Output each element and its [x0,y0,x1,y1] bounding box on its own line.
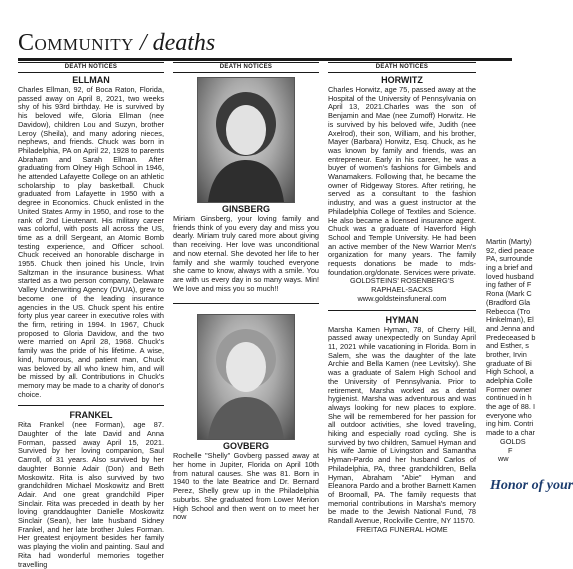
edge-line: ing father of F [486,280,532,290]
funeral-home-line: RAPHAEL-SACKS [371,285,433,295]
edge-line: PA, surrounde [486,254,533,264]
portrait-photo-govberg [197,314,295,440]
notice-name-frankel: FRANKEL [69,410,113,421]
notice-name-ellman: ELLMAN [72,75,110,85]
edge-closing: F [508,445,513,455]
column-1 [18,62,164,569]
title-slash: / [139,30,147,56]
edge-line: and Esther, s [486,341,529,351]
edge-closing: ww [498,454,509,464]
notice-divider [18,405,164,406]
edge-line: Hinkelman), El [486,315,534,325]
edge-line: Predeceased b [486,332,536,342]
column-tag: DEATH NOTICES [173,62,319,73]
edge-line: High School, a [486,367,534,377]
edge-line: Rona (Mark C [486,289,532,299]
funeral-home-hyman [328,526,476,535]
funeral-home-line: GOLDSTEINS' ROSENBERG'S [349,276,454,286]
notice-name-govberg: GOVBERG [222,441,269,452]
edge-line: the age of 88. I [486,402,535,412]
edge-line: everyone who [486,410,532,420]
edge-line: Rebecca (Tro [486,306,531,316]
funeral-home-line: FREITAG FUNERAL HOME [356,524,448,534]
edge-line: graduate of Bi [486,358,532,368]
notice-name-ginsberg: GINSBERG [221,204,270,214]
edge-line: adelphia Colle [486,376,533,385]
section-name: Community [18,30,134,56]
edge-line: continued in h [486,393,532,403]
edge-line: made to a char [486,428,535,438]
funeral-home-horwitz [328,277,476,303]
ad-headline: Honor of your [490,478,573,493]
edge-line: ing a brief and [486,263,533,273]
portrait-silhouette [198,78,294,202]
edge-closing: GOLDS [500,436,526,446]
notice-name-hyman: HYMAN [385,314,419,325]
edge-line: ing him. Contri [486,419,534,429]
edge-line: Martin (Marty) [486,237,532,246]
section-title [18,30,215,56]
column-tag: DEATH NOTICES [328,62,476,73]
edge-line: (Bradford Gla [486,297,531,307]
notice-divider [173,303,319,304]
column-4-clipped [486,238,546,464]
notice-text-govberg: Rochelle "Shelly" Govberg passed away at her home in Jupiter, Florida on April 10th from natural causes. She was 81. Born in 1940 to the late Beatrice and Dr. Bernard Perez, Shelly grew up in the Philadelphia suburbs. She graduated from Lower Merion High School and then went on to meet her now [173,451,319,522]
edge-line: loved husband [486,271,534,281]
portrait-photo-ginsberg [197,77,295,203]
funeral-home-url: www.goldsteinsfuneral.com [357,293,447,303]
edge-line: brother, Irvin [486,349,527,359]
edge-line: 92, died peace [486,245,535,255]
notice-text-horwitz: Charles Horwitz, age 75, passed away at the Hospital of the University of Pennsylvania on April 13, 2021.Charles was the son of Benjamin and Mae (nee Zumoff) Horwitz. He is survived by his beloved wife, Judith (nee Axelrod), their son, William, and his brother, Mayer (Barbara) Horwitz, Esq. Chuck, as he was known by family and friends, was an entrepreneur. Early in his career, he was a buyer of women's fashions for Gimbels and Wanamakers. Following that, he became the owner of Ridgeway Stores. After retiring, he served as a consultant to the fashion industry, and was a guest instructor at the Philadelphia College of Textiles and Science. He also became a licensed insurance agent. Chuck was a graduate of Haverford High School and Temple University. He had been an active member of the New Warrior Men's organization for many years. The family requests donations be made to mds-foundation.org/donate. Services were private. [328,85,476,277]
notice-name-horwitz: HORWITZ [381,75,423,85]
notice-divider [328,310,476,311]
notice-text-ellman: Charles Ellman, 92, of Boca Raton, Florida, passed away on April 8, 2021, two weeks shy of his 93rd birthday. He is survived by his beloved wife, Gloria Ellman (nee Davidow), children Lou and Suzyn, brother Leroy (Sheila), and many adoring nieces, nephews, and friends. Chuck was born in Philadelphia, PA on April 22, 1928 to parents Abraham and Sarah Ellman. After graduating from Olney High School in 1946, he attended Lafayette College on an athletic scholarship to play basketball. Chuck graduated from Lafayette in 1950 with a degree in Economics. Chuck enlisted in the United States Army in 1950, and rose to the rank of 2nd Lieutenant. His military career was colorful, with posts all across the US, time as a drill Sergeant, an Atomic Bomb testing experience, and Officer school. Chuck received an honorable discharge in 1955. Chuck then joined his Uncle, Irvin Saltzman in the insurance business. What started as a two person company, Delaware Valley Underwriting Agency (DVUA), grew to become one of the leading insurance agencies in the US. Chuck spent his entire forty plus year career in executive roles with the firm, retiring in 1994. In 1967, Chuck proposed to Gloria Davidow, and the two were married on April 28, 1968. Chuck's family was the pride of his lifetime. A wise, kind, humorous, and patient man, Chuck was beloved by all who knew him, and will be missed by all. Contributions in Chuck's memory may be made to a charity of donor's choice. [18,85,164,399]
edge-line: Former owner [486,384,532,394]
column-tag: DEATH NOTICES [18,62,164,73]
header-rule [18,58,512,61]
section-header [18,30,215,56]
portrait-silhouette [198,315,294,439]
notice-text-ginsberg: Miriam Ginsberg, your loving family and friends think of you every day and miss you dearly. Miriam truly cared more about giving than receiving. Her love was unconditional and now eternal. She devoted her life to her family and she warmly touched everyone she came to know, always with a smile. You are with us every day in so many ways. Min! We love and miss you so much!! [173,214,319,293]
notice-text-hyman: Marsha Kamen Hyman, 78, of Cherry Hill, passed away unexpectedly on Sunday April 11, 2021 while vacationing in Florida. Born in Salem, she was the daughter of the late Archie and Bella Kamen (nee Levitsky). She was a graduate of Salem High School and the University of Pennsylvania. Prior to retirement, Marsha worked as a dental hygienist. Marsha was adventurous and was always looking for new places to explore. She will be remembered for her passion for all outdoor activities, she loved traveling, hiking and especially road cycling. She is survived by two children, Samuel Hyman and his wife Jamie of Livingston and Samantha Hyman-Pardo and her husband Carlos of Philadelphia, PA, three grandchildren, Bella Hyman, Abraham "Abie" Hyman and Eleanora Pardo and a brother Barnett Kamen of Broomall, PA. The family requests that memorial contributions in Marsha's memory be made to the Jewish National Fund, 78 Randall Avenue, Rockville Centre, NY 11570. [328,324,476,526]
edge-line: and Jenna and [486,323,535,333]
section-subtitle: deaths [152,30,216,56]
notice-text-frankel: Rita Frankel (nee Forman), age 87. Daughter of the late David and Anna Forman, passed away April 15, 2021. Survived by her loving companion, Saul Carroll, of 31 years. Also survived by her daughter Bonnie Adair (Don) and Beth Moskowitz. Rita is also survived by two grandchildren Michael Moskowitz and Brett Adair. And one great grandchild Piper Sinclair. Rita was preceded in death by her loving granddaughter Danielle Moskowitz Sinclair (Sean), her late husband Sidney Frankel, and her late brother Jules Forman. Her greatest enjoyment besides her family was playing the violin and painting. Saul and Rita had wonderful memories together travelling [18,420,164,569]
column-2 [173,62,319,522]
column-3 [328,62,476,534]
